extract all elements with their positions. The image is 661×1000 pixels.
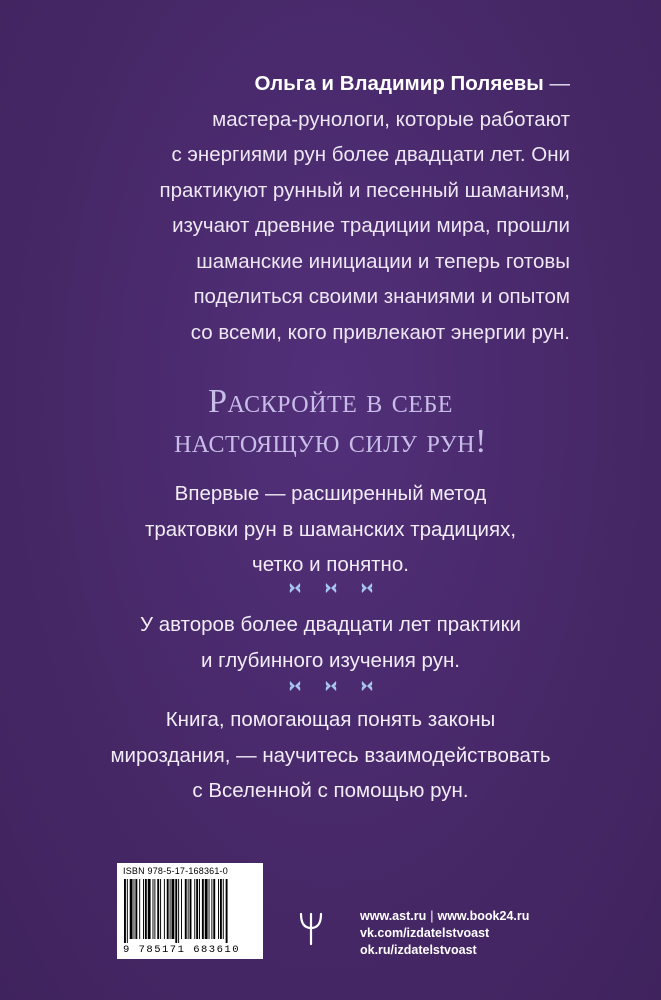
barcode-bar xyxy=(205,879,208,939)
publisher-links-row xyxy=(360,908,600,925)
author-bio-line: практикуют рунный и песенный шаманизм, xyxy=(159,178,570,202)
feature-line: Книга, помогающая понять законы xyxy=(165,708,496,731)
feature-line: с Вселенной с помощью рун. xyxy=(192,779,469,802)
barcode-bar xyxy=(127,879,128,943)
butterfly-icon xyxy=(361,582,373,594)
author-bio-line: мастера-рунологи, которые работают xyxy=(212,107,570,131)
author-bio-line: с энергиями рун более двадцати лет. Они xyxy=(171,143,570,166)
butterfly-icon xyxy=(325,680,337,692)
barcode-bar xyxy=(190,879,192,939)
barcode-bar xyxy=(209,879,210,939)
author-bio-first-line xyxy=(90,66,570,102)
barcode-bar xyxy=(213,879,215,939)
barcode-bar xyxy=(135,879,137,939)
link-vk[interactable]: vk.com/izdatelstvoast xyxy=(360,926,490,940)
barcode-bar xyxy=(160,879,161,939)
barcode-bar xyxy=(202,879,204,939)
slogan-line-2: настоящую силу рун! xyxy=(174,423,487,460)
butterfly-icon xyxy=(289,680,301,692)
barcode-bar xyxy=(175,879,177,943)
slogan xyxy=(0,382,661,462)
barcode-bars xyxy=(123,879,257,943)
feature-first-time xyxy=(0,476,661,583)
barcode-bar xyxy=(167,879,169,939)
publisher-links xyxy=(360,908,600,959)
butterfly-icon xyxy=(289,582,301,594)
barcode-bar xyxy=(139,879,140,939)
butterfly-icon xyxy=(361,680,373,692)
barcode-bar xyxy=(154,879,155,939)
feature-line: четко и понятно. xyxy=(252,553,409,576)
psi-logo-icon xyxy=(298,912,324,951)
feature-line: и глубинного изучения рун. xyxy=(201,648,460,672)
barcode-bar xyxy=(211,879,212,939)
barcode-bar xyxy=(130,879,133,939)
barcode-bar xyxy=(178,879,179,943)
barcode-bar xyxy=(220,879,222,939)
isbn-barcode xyxy=(117,863,263,959)
barcode-bar xyxy=(199,879,200,939)
barcode-bar xyxy=(172,879,175,939)
barcode-bar xyxy=(143,879,144,939)
feature-experience xyxy=(0,607,661,678)
barcode-bar xyxy=(181,879,182,939)
barcode-bar xyxy=(223,879,224,939)
link-separator: | xyxy=(430,909,434,923)
author-bio xyxy=(90,66,570,350)
barcode-bar xyxy=(153,879,154,939)
barcode-bar xyxy=(226,879,228,943)
ornament-divider xyxy=(0,680,661,692)
feature-line: трактовки рун в шаманских традициях, xyxy=(144,517,517,541)
feature-line: Впервые — расширенный метод xyxy=(174,482,487,505)
link-ast[interactable]: www.ast.ru xyxy=(360,909,427,923)
feature-line: мироздания, — научитесь взаимодействовать xyxy=(110,743,551,767)
ornament-divider xyxy=(0,582,661,594)
barcode-bar xyxy=(157,879,159,939)
barcode-bar xyxy=(145,879,147,939)
author-bio-line: шаманские инициации и теперь готовы xyxy=(196,249,570,273)
barcode-bar xyxy=(164,879,165,939)
author-bio-line: со всеми, кого привлекают энергии рун. xyxy=(190,320,570,344)
author-bio-line: поделиться своими знаниями и опытом xyxy=(193,285,570,308)
author-dash: — xyxy=(543,72,570,95)
barcode-bar xyxy=(188,879,189,939)
link-ok[interactable]: ok.ru/izdatelstvoast xyxy=(360,943,477,957)
isbn-label: ISBN 978-5-17-168361-0 xyxy=(123,866,228,876)
barcode-bar xyxy=(134,879,135,939)
feature-universe xyxy=(0,702,661,809)
butterfly-icon xyxy=(325,582,337,594)
barcode-bar xyxy=(124,879,126,943)
barcode-digits: 9 785171 683610 xyxy=(123,944,241,956)
author-bio-line: изучают древние традиции мира, прошли xyxy=(172,214,570,237)
author-names: Ольга и Владимир Поляевы xyxy=(254,72,544,95)
link-book24[interactable]: www.book24.ru xyxy=(437,909,530,923)
barcode-bar xyxy=(170,879,171,939)
barcode-bar xyxy=(196,879,198,939)
slogan-line-1: Раскройте в себе xyxy=(208,383,453,420)
barcode-bar xyxy=(218,879,219,939)
barcode-bar xyxy=(148,879,151,939)
barcode-bar xyxy=(185,879,187,939)
barcode-bar xyxy=(194,879,195,939)
feature-line: У авторов более двадцати лет практики xyxy=(139,613,521,636)
